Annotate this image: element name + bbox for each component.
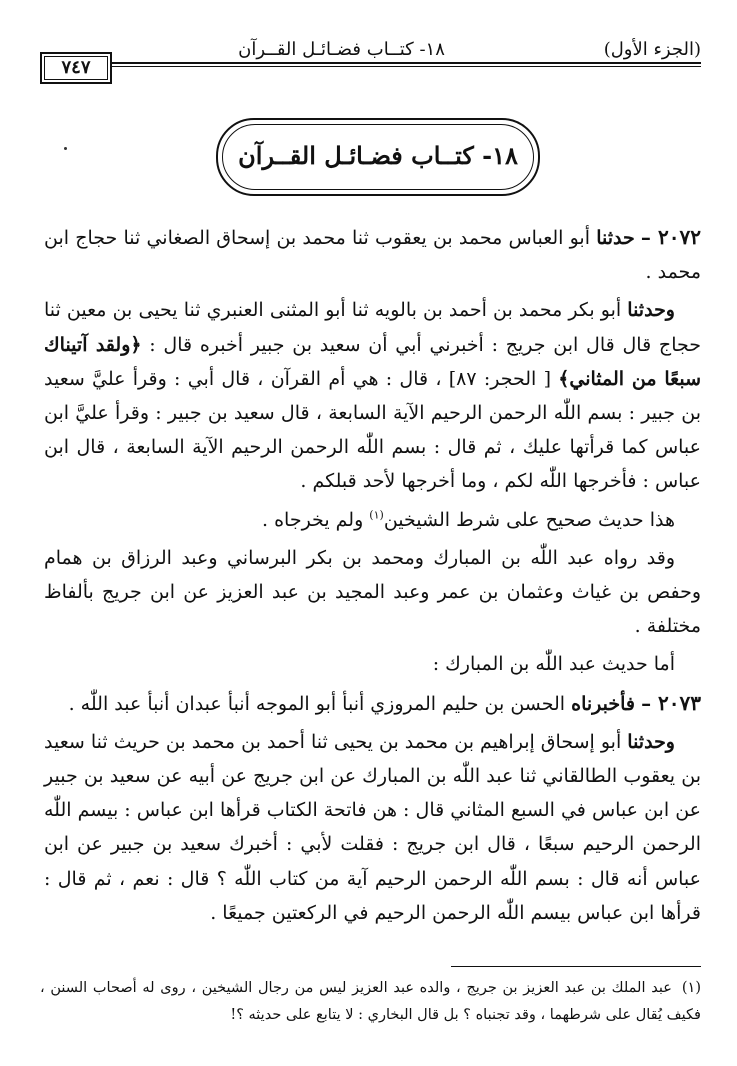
running-chapter-title: ١٨- كتــاب فضـائـل القــرآن [238, 39, 445, 60]
header-rule [112, 62, 701, 64]
hadith-text: أبو العباس محمد بن يعقوب ثنا محمد بن إسحاق الصغاني ثنا حجاج ابن محمد . [44, 227, 701, 284]
section-intro: أما حديث عبد اللّٰه بن المبارك : [432, 653, 675, 676]
quran-quote: ﴿ولقد آتيناك سبعًا من المثاني﴾ [44, 333, 701, 390]
footnote-ref[interactable]: (١) [369, 508, 384, 522]
footnote-text: عبد الملك بن عبد العزيز بن جريج ، والده عبد العزيز ليس من رجال الشيخين ، روى له أصحاب السنن ، فكيف يُقال على شرطهما ، وقد تجنباه ؟ بل قال البخاري : لا يتابع على حديثه ؟! [40, 980, 701, 1023]
chain-text-part-b: [ الحجر: ٨٧] ، قال : هي أم القرآن ، قال أبي : وقرأ عليَّ سعيد بن جبير : بسم اللّٰه الرحمن الرحيم الآية السابعة ، قال سعيد بن جبير : وقرأ عليَّ ابن عباس كما قرأتها عليك ، ثم قال : بسم اللّٰه الرحمن الرحيم الآية السابعة ، قال ابن عباس : فأخرجها اللّٰه لكم ، وما أخرجها لأحد قبلكم . [44, 367, 701, 493]
grading-paragraph [44, 503, 701, 537]
volume-label: (الجزء الأول) [603, 39, 701, 60]
hadith-2073-paragraph [44, 686, 701, 721]
footnotes [40, 975, 701, 1029]
footnote-separator [451, 966, 701, 967]
narrators-paragraph: وقد رواه عبد اللّٰه بن المبارك ومحمد بن بكر البرساني وعبد الرزاق بن همام وحفص بن غياث وعثمان بن عمر وعبد المجيد بن عبد العزيز عن ابن جريج بألفاظ مختلفة . [44, 546, 701, 638]
main-text [44, 220, 701, 930]
header-rule-thin [112, 66, 701, 67]
chain-lead-word: وحدثنا [627, 299, 675, 322]
chain-paragraph [44, 293, 701, 498]
hadith-number: ٢٠٧٣ – [641, 690, 701, 715]
chain-paragraph-2 [44, 725, 701, 930]
page-number: ٧٤٧ [40, 52, 112, 84]
chain-text-part-a: أبو بكر محمد بن أحمد بن بالويه ثنا أبو المثنى العنبري ثنا يحيى بن معين ثنا حجاج قال قال ابن جريج : أخبرني أبي أن سعيد بن جبير أخبره قال : [44, 299, 701, 356]
hadith-text: الحسن بن حليم المروزي أنبأ أبو الموجه أنبأ عبدان أنبأ عبد اللّٰه . [68, 692, 572, 715]
hadith-lead-word: فأخبرناه [571, 692, 636, 715]
footnote-number: (١) [681, 980, 701, 996]
chapter-title: ١٨- كتــاب فضـائـل القــرآن [238, 141, 518, 170]
footnote-item [40, 975, 701, 1029]
grading-text-end: ولم يخرجاه . [262, 508, 370, 531]
grading-text: هذا حديث صحيح على شرط الشيخين [383, 508, 675, 531]
hadith-2072-paragraph [44, 220, 701, 289]
hadith-number: ٢٠٧٢ – [640, 225, 702, 249]
running-header [112, 38, 701, 64]
chain-lead-word: وحدثنا [627, 730, 675, 753]
stray-dot [64, 147, 67, 150]
hadith-lead-word: حدثنا [596, 227, 635, 249]
chain-text: أبو إسحاق إبراهيم بن محمد بن يحيى ثنا أحمد بن محمد بن حريث ثنا سعيد بن يعقوب الطالقاني ثنا عبد اللّٰه بن المبارك عن ابن جريج عن أبيه عن سعيد بن جبير عن ابن عباس في السبع المثاني قال : هن فاتحة الكتاب قرأها ابن عباس : بيسم اللّٰه الرحمن الرحيم سبعًا ، قال ابن جريج : فقلت لأبي : أخبرك سعيد بن جبير عن ابن عباس أنه قال : بسم اللّٰه الرحمن الرحيم آية من كتاب اللّٰه ؟ قال : نعم ، ثم قال : قرأها ابن عباس بيسم اللّٰه الرحمن الرحيم في الركعتين جميعًا . [44, 730, 701, 924]
